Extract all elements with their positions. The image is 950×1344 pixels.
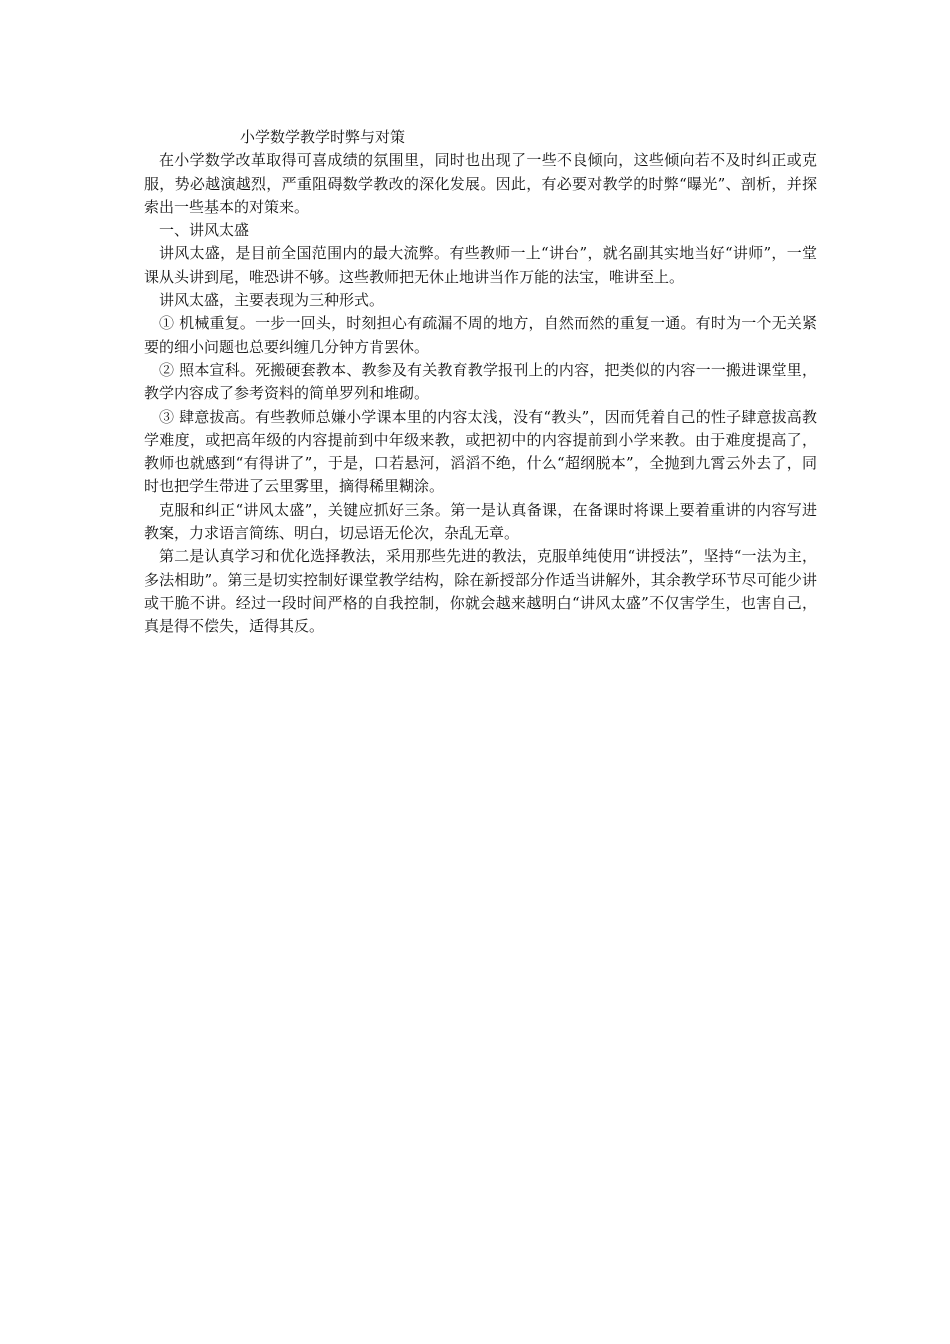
intro-paragraph: 在小学数学改革取得可喜成绩的氛围里，同时也出现了一些不良倾向，这些倾向若不及时纠正或克服，势必越演越烈，严重阻碍数学教改的深化发展。因此，有必要对教学的时弊“曝光”、剖析，并探索出一些基本的对策来。 [144, 151, 817, 216]
body-paragraph: 讲风太盛，是目前全国范围内的最大流弊。有些教师一上“讲台”，就名副其实地当好“讲师”，一堂课从头讲到尾，唯恐讲不够。这些教师把无休止地讲当作万能的法宝，唯讲至上。 [144, 244, 817, 286]
body-paragraph: 克服和纠正“讲风太盛”，关键应抓好三条。第一是认真备课，在备课时将课上要着重讲的内容写进教案，力求语言简练、明白，切忌语无伦次，杂乱无章。 [144, 500, 817, 543]
list-item: ① 机械重复。一步一回头，时刻担心有疏漏不周的地方，自然而然的重复一通。有时为一个无关紧要的细小问题也总要纠缠几分钟方肯罢休。 [144, 314, 817, 356]
list-item: ② 照本宣科。死搬硬套教本、教参及有关教育教学报刊上的内容，把类似的内容一一搬进课堂里，教学内容成了参考资料的简单罗列和堆砌。 [144, 360, 817, 403]
document-title: 小学数学教学时弊与对策 [240, 128, 406, 146]
body-paragraph: 讲风太盛，主要表现为三种形式。 [159, 291, 385, 310]
document-body [144, 126, 817, 639]
section-heading: 一、讲风太盛 [159, 221, 250, 240]
list-item: ③ 肆意拔高。有些教师总嫌小学课本里的内容太浅，没有“教头”，因而凭着自己的性子肆意拔高教学难度，或把高年级的内容提前到中年级来教，或把初中的内容提前到小学来教。由于难度提高了，教师也就感到“有得讲了”，于是，口若悬河，滔滔不绝，什么“超纲脱本”，全抛到九霄云外去了，同时也把学生带进了云里雾里，摘得稀里糊涂。 [144, 407, 817, 496]
body-paragraph: 第二是认真学习和优化选择教法，采用那些先进的教法，克服单纯使用“讲授法”，坚持“一法为主，多法相助”。第三是切实控制好课堂教学结构，除在新授部分作适当讲解外，其余教学环节尽可能少讲或干脆不讲。经过一段时间严格的自我控制，你就会越来越明白“讲风太盛”不仅害学生，也害自己，真是得不偿失，适得其反。 [144, 547, 817, 636]
